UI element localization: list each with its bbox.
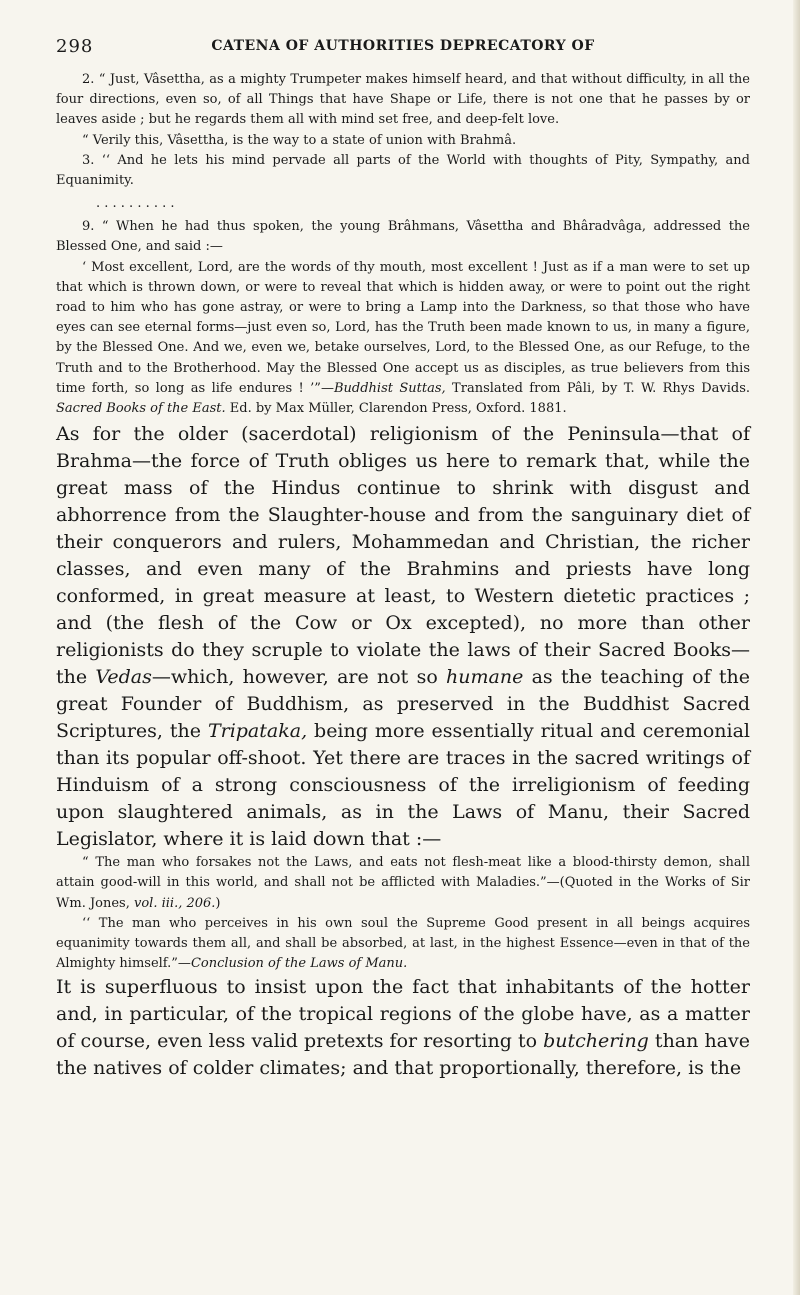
main-text-3: as the teaching of the great Founder of Buddhism, as preserved in the Buddhist Sacred Scriptures, the <box>56 666 751 743</box>
citation-translator: Translated from Pâli, by T. W. Rhys Davids. <box>445 380 750 396</box>
verse-2-continuation: “ Verily this, Vâsettha, is the way to a state of union with Brahmâ. <box>82 132 517 148</box>
main-text-2: —which, however, are not so <box>151 666 447 689</box>
verse-9: 9. “ When he had thus spoken, the young Brâhmans, Vâsettha and Bhâradvâga, addressed the Blessed One, and said :— <box>56 219 750 255</box>
citation-title: Buddhist Suttas, <box>333 380 446 396</box>
manu-quote-2 <box>56 914 750 975</box>
running-head: CATENA OF AUTHORITIES DEPRECATORY OF <box>211 38 595 54</box>
vedas-italic: Vedas <box>95 666 152 689</box>
manu-quote-1-ref: vol. iii., 206. <box>134 895 216 911</box>
citation-series: Sacred Books of the East. <box>56 401 226 417</box>
tripataka-italic: Tripataka, <box>207 720 308 743</box>
verse-9-quote <box>56 258 750 420</box>
closing-text-2: than have the natives of colder climates; and that proportionally, therefore, is the <box>56 1030 750 1080</box>
manu-quote-1-text: “ The man who forsakes not the Laws, and eats not flesh-meat like a blood-thirsty demon, shall attain good-will in this world, and shall not be afflicted with Maladies.”—(Quoted in the Works of Sir Wm. Jones, <box>56 855 750 911</box>
verse-3: 3. ‘‘ And he lets his mind pervade all parts of the World with thoughts of Pity, Sympathy, and Equanimity. <box>56 152 750 189</box>
verse-9-quote-text: ‘ Most excellent, Lord, are the words of thy mouth, most excellent ! Just as if a man were to set up that which is thrown down, or were to reveal that which is hidden away, or were to point out the right road to him who has gone astray, or were to bring a Lamp into the Darkness, so that those who have eyes can see eternal forms—just even so, Lord, has the Truth been made known to us, in many a figure, by the Blessed One. And we, even we, betake ourselves, Lord, to the Blessed One, as our Refuge, to the Truth and to the Brotherhood. May the Blessed One accept us as disciples, as true believers from this time forth, so long as life endures ! ’”— <box>56 259 750 396</box>
main-text-4: being more essentially ritual and ceremonial than its popular off-shoot. Yet there are traces in the sacred writings of Hinduism of a strong consciousness of the irreligionism of feeding upon slaughtered animals, as in the Laws of Manu, their Sacred Legislator, where it is laid down that :— <box>56 720 750 851</box>
manu-quote-2-text: ‘‘ The man who perceives in his own soul the Supreme Good present in all beings acquires equanimity towards them all, and shall be absorbed, at last, in the highest Essence—even in that of the Almighty himself.”— <box>56 915 750 972</box>
manu-quote-2-ref: Conclusion of the Laws of Manu. <box>190 956 408 972</box>
closing-text-1: It is superfluous to insist upon the fact that inhabitants of the hotter and, in particular, of the tropical regions of the globe have, as a matter of course, even less valid pretexts for resorting to <box>56 976 750 1053</box>
page-number: 298 <box>56 36 94 57</box>
humane-italic: humane <box>446 666 524 689</box>
citation-publisher: Ed. by Max Müller, Clarendon Press, Oxford. 1881. <box>225 401 567 417</box>
main-text-1: As for the older (sacerdotal) religionism of the Peninsula—that of Brahma—the force of Truth obliges us here to remark that, while the great mass of the Hindus continue to shrink with disgust and abhorrence from the Slaughter-house and from the sanguinary diet of their conquerors and rulers, Mohammedan and Christian, the richer classes, and even many of the Brahmins and priests have long conformed, in great measure at least, to Western dietetic practices ; and (the flesh of the Cow or Ox excepted), no more than other religionists do they scruple to violate the laws of their Sacred Books—the <box>56 423 750 689</box>
manu-quote-1-close: ) <box>215 895 221 911</box>
closing-paragraph <box>56 974 750 1082</box>
ellipsis-separator: . . . . . . . . . . <box>96 196 175 212</box>
manu-quote-1 <box>56 853 750 914</box>
butchering-italic: butchering <box>543 1030 649 1053</box>
page-header <box>56 36 750 70</box>
main-paragraph <box>56 421 750 853</box>
verse-2: 2. “ Just, Vâsettha, as a mighty Trumpeter makes himself heard, and that without difficulty, in all the four directions, even so, of all Things that have Shape or Life, there is not one that he passes by or leaves aside ; but he regards them all with mind set free, and deep-felt love. <box>56 72 750 128</box>
page-edge-shadow <box>793 0 800 1295</box>
